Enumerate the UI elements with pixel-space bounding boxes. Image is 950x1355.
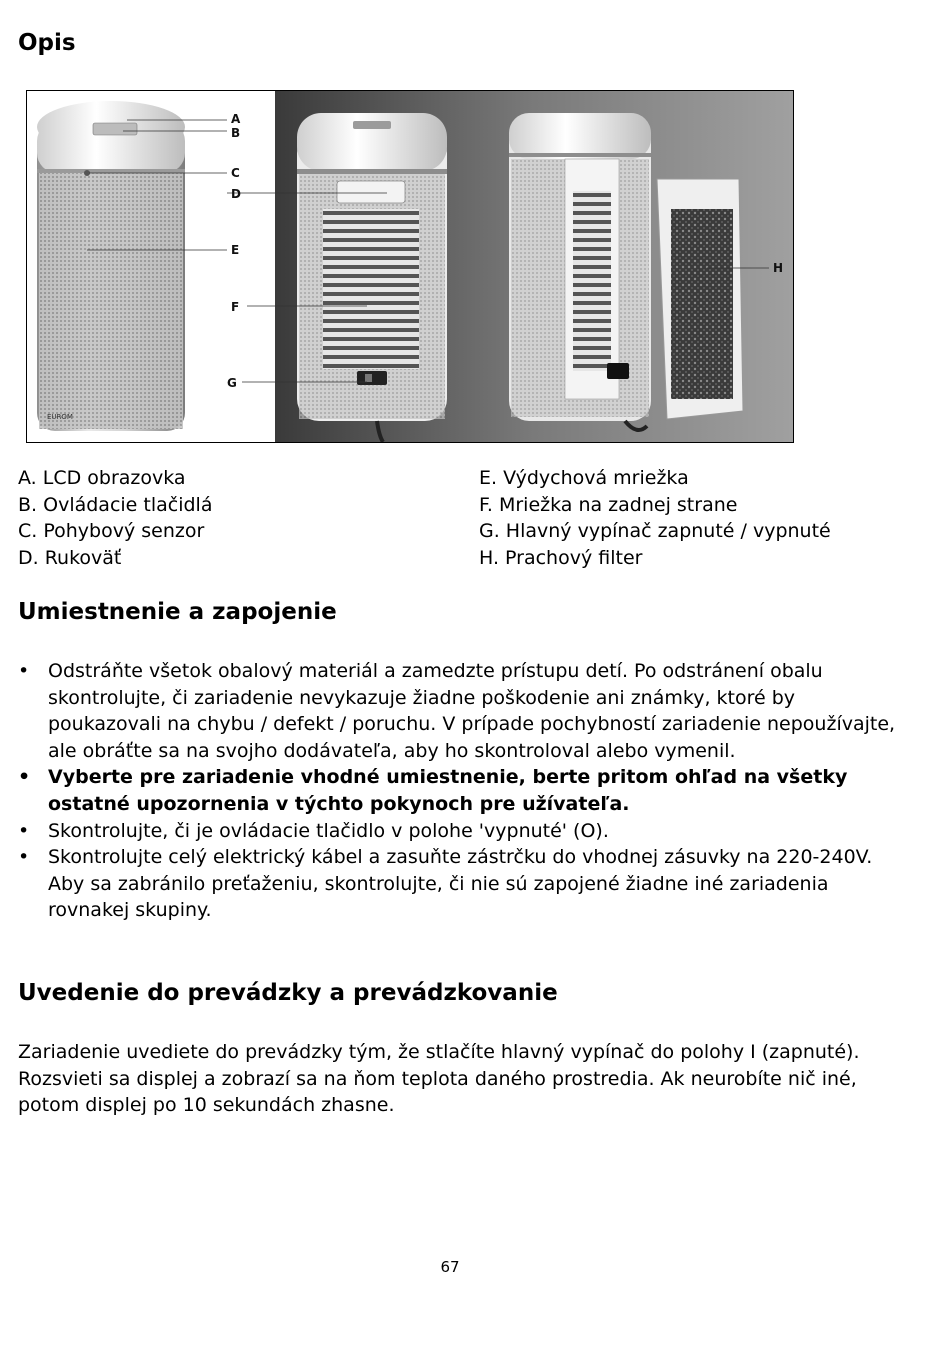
placement-bullets	[18, 658, 898, 924]
callout-c: C	[231, 166, 240, 180]
callout-d: D	[231, 187, 241, 201]
part-item: A. LCD obrazovka	[18, 467, 186, 489]
heater-front-illustration	[37, 101, 185, 431]
part-item: D. Rukoväť	[18, 546, 122, 569]
heading-umiestnenie: Umiestnenie a zapojenie	[18, 599, 337, 625]
parts-column-right	[479, 465, 831, 571]
product-figure	[26, 90, 794, 443]
heading-uvedenie: Uvedenie do prevádzky a prevádzkovanie	[18, 980, 558, 1006]
heading-opis: Opis	[18, 30, 76, 56]
bullet-item: • Skontrolujte celý elektrický kábel a zasuňte zástrčku do vhodnej zásuvky na 220-240V. Aby sa zabránilo preťaženiu, skontrolujte, či nie sú zapojené žiadne iné zariadenia rovnakej skupiny.	[18, 844, 898, 924]
callout-a: A	[231, 112, 241, 126]
bullet-item: • Odstráňte všetok obalový materiál a zamedzte prístupu detí. Po odstránení obalu skontrolujte, či zariadenie nevykazuje žiadne poškodenie ani známky, ktoré by poukazovali na chybu / defekt / poruchu. V prípade pochybností zariadenie nepoužívajte, ale obráťte sa na svojho dodávateľa, aby ho skontroloval alebo vymenil.	[18, 658, 898, 764]
bullet-item-bold: • Vyberte pre zariadenie vhodné umiestnenie, berte pritom ohľad na všetky ostatné upozornenia v týchto pokynoch pre užívateľa.	[18, 764, 898, 817]
part-item: G. Hlavný vypínač zapnuté / vypnuté	[479, 520, 831, 543]
part-item: E. Výdychová mriežka	[479, 467, 689, 489]
callout-f: F	[231, 300, 240, 314]
operation-paragraph: Zariadenie uvediete do prevádzky tým, že stlačíte hlavný vypínač do polohy I (zapnuté). Rozsvieti sa displej a zobrazí sa na ňom teplota daného prostredia. Ak neurobíte nič iné, potom displej po 10 sekundách zhasne.	[18, 1041, 860, 1117]
bullet-item: • Skontrolujte, či je ovládacie tlačidlo v polohe 'vypnuté' (O).	[18, 818, 898, 845]
part-item: C. Pohybový senzor	[18, 520, 205, 543]
part-item: F. Mriežka na zadnej strane	[479, 493, 738, 516]
callout-g: G	[227, 376, 237, 390]
svg-text:EUROM: EUROM	[47, 413, 73, 421]
callout-b: B	[231, 126, 241, 140]
parts-column-left	[18, 465, 212, 571]
callout-e: E	[231, 243, 240, 257]
page-number: 67	[440, 1258, 460, 1276]
part-item: B. Ovládacie tlačidlá	[18, 493, 213, 516]
part-item: H. Prachový filter	[479, 546, 643, 569]
heater-back-illustration	[297, 113, 447, 442]
callout-h: H	[773, 261, 784, 275]
